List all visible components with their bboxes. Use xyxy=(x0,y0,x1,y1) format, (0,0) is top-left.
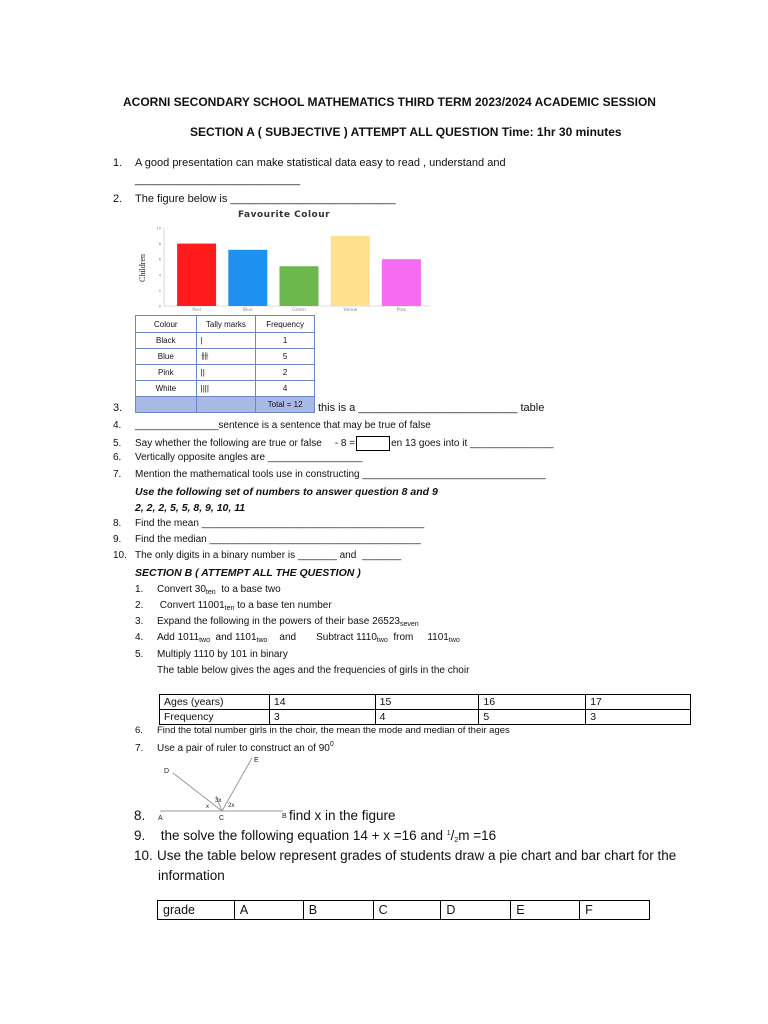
question-b10: 10. Use the table below represent grades of students draw a pie chart and bar chart for the xyxy=(134,848,677,863)
tally-table xyxy=(135,315,315,413)
table-cell: 3 xyxy=(269,710,375,725)
question-a3: this is a __________________________ table xyxy=(318,402,545,414)
tally-frequency: 1 xyxy=(256,333,315,349)
grades-row xyxy=(158,901,650,920)
angle-figure xyxy=(150,752,290,822)
table-cell: E xyxy=(511,901,580,920)
tally-colour: Blue xyxy=(136,349,197,365)
question-a1: 1. A good presentation can make statistical data easy to read , understand and xyxy=(113,157,506,169)
favourite-colour-bar-chart xyxy=(134,206,434,312)
tally-marks: |||| xyxy=(196,381,256,397)
tally-frequency: 4 xyxy=(256,381,315,397)
question-b8-number: 8. xyxy=(134,808,146,823)
label-d: D xyxy=(164,768,170,775)
table-cell: Frequency xyxy=(160,710,270,725)
line-cd xyxy=(173,773,222,811)
section-b-heading: SECTION B ( ATTEMPT ALL THE QUESTION ) xyxy=(135,567,361,579)
y-tick-label: 2 xyxy=(158,288,161,293)
bar-blue xyxy=(228,250,267,306)
x-tick-label: Green xyxy=(292,308,306,312)
table-cell: Ages (years) xyxy=(160,695,270,710)
tally-marks: | xyxy=(196,333,256,349)
question-b4: 4. Add $1011_{two}$ and $1101_{two}$ and Subtract $1110_{two}$ from $1101_{two}$ xyxy=(135,632,460,644)
tally-frequency: 2 xyxy=(256,365,315,381)
question-b7: 7. Use a pair of ruler to construct an of $90^0$ xyxy=(135,741,334,754)
question-b5: 5. Multiply 1110 by 101 in binary xyxy=(135,649,288,660)
tally-row xyxy=(136,381,315,397)
table-cell: 16 xyxy=(479,695,586,710)
question-b2: 2. Convert $11001_{ten}$ to a base ten number xyxy=(135,600,332,612)
table-cell: grade xyxy=(158,901,235,920)
question-a5: 5. Say whether the following are true or false - 8 = en 13 goes into it _______________ xyxy=(113,436,553,451)
bar-pink xyxy=(382,259,421,306)
question-b6: 6. Find the total number girls in the choir, the mean the mode and median of their ages xyxy=(135,725,510,736)
question-b1: 1. Convert $30_{ten}$ to a base two xyxy=(135,584,281,596)
table-cell: 3 xyxy=(586,710,691,725)
instruction-text: Use the following set of numbers to answer question 8 and 9 xyxy=(135,486,438,498)
document-title: ACORNI SECONDARY SCHOOL MATHEMATICS THIRD TERM 2023/2024 ACADEMIC SESSION xyxy=(123,95,656,109)
label-a: A xyxy=(158,815,163,822)
question-a4: 4. _______________sentence is a sentence that may be true of false xyxy=(113,420,431,431)
ages-row xyxy=(160,695,691,710)
section-a-heading: SECTION A ( SUBJECTIVE ) ATTEMPT ALL QUESTION Time: 1hr 30 minutes xyxy=(190,125,622,139)
tally-total: Total = 12 xyxy=(256,397,315,413)
ages-frequency-table xyxy=(159,694,691,725)
y-tick-label: 4 xyxy=(158,273,161,278)
y-tick-label: 8 xyxy=(158,242,161,247)
label-c: C xyxy=(219,815,225,822)
table-cell: C xyxy=(373,901,441,920)
x-tick-label: Yellow xyxy=(343,308,358,312)
chart-title: Favourite Colour xyxy=(237,210,331,220)
tally-header-frequency: Frequency xyxy=(256,316,315,333)
table-cell: 15 xyxy=(375,695,479,710)
tally-frequency: 5 xyxy=(256,349,315,365)
tally-marks: 卌 xyxy=(196,349,256,365)
grades-table xyxy=(157,900,650,920)
chart-y-label: Children xyxy=(138,254,147,282)
x-tick-label: Pink xyxy=(396,308,407,312)
tally-row xyxy=(136,349,315,365)
table-cell: 14 xyxy=(269,695,375,710)
tally-header-tally: Tally marks xyxy=(196,316,256,333)
question-a9: 9. Find the median ______________________________________ xyxy=(113,534,421,545)
question-a8: 8. Find the mean ________________________________________ xyxy=(113,518,425,529)
question-b8: find x in the figure xyxy=(289,808,396,823)
question-a7: 7. Mention the mathematical tools use in constructing _________________________________ xyxy=(113,469,546,480)
question-a6: 6. Vertically opposite angles are _________________ xyxy=(113,452,363,463)
table-cell: B xyxy=(303,901,373,920)
table-cell: A xyxy=(234,901,303,920)
table-cell: 5 xyxy=(479,710,586,725)
bar-red xyxy=(177,244,216,306)
label-3x: 3x xyxy=(215,798,222,804)
tally-colour: White xyxy=(136,381,197,397)
tally-total-row xyxy=(136,397,315,413)
line-ce xyxy=(222,758,252,811)
tally-colour: Black xyxy=(136,333,197,349)
question-a3-number: 3. xyxy=(113,402,123,414)
question-b3: 3. Expand the following in the powers of their base $26523_{seven}$ xyxy=(135,616,419,628)
table-cell: D xyxy=(441,901,511,920)
tally-row xyxy=(136,333,315,349)
bar-green xyxy=(280,266,319,306)
y-tick-label: 10 xyxy=(156,226,161,231)
tally-header-row xyxy=(136,316,315,333)
question-b9: 9. the solve the following equation 14 + x =16 and $^1/_2m =16$ xyxy=(134,828,497,844)
question-a2: 2. The figure below is ___________________________ xyxy=(113,193,396,205)
label-x: x xyxy=(206,804,209,810)
answer-box[interactable] xyxy=(356,436,390,451)
x-tick-label: Blue xyxy=(242,308,253,312)
table-cell: 4 xyxy=(375,710,479,725)
number-set: 2, 2, 2, 5, 5, 8, 9, 10, 11 xyxy=(135,502,246,514)
table-cell: F xyxy=(580,901,650,920)
tally-marks: || xyxy=(196,365,256,381)
y-tick-label: 6 xyxy=(158,257,161,262)
frequency-row xyxy=(160,710,691,725)
question-a10: 10. The only digits in a binary number is _______ and _______ xyxy=(113,550,402,561)
question-b10-line2: information xyxy=(158,868,225,883)
bar-yellow xyxy=(331,236,370,306)
tally-colour: Pink xyxy=(136,365,197,381)
table-cell: 17 xyxy=(586,695,691,710)
question-a1-blank: ___________________________ xyxy=(135,174,301,186)
tally-header-colour: Colour xyxy=(136,316,197,333)
x-tick-label: Red xyxy=(192,308,201,312)
label-b: B xyxy=(282,813,287,820)
label-2x: 2x xyxy=(228,803,235,809)
tally-row xyxy=(136,365,315,381)
label-e: E xyxy=(254,757,259,764)
y-tick-label: 0 xyxy=(158,304,161,309)
table-intro: The table below gives the ages and the frequencies of girls in the choir xyxy=(157,665,470,676)
